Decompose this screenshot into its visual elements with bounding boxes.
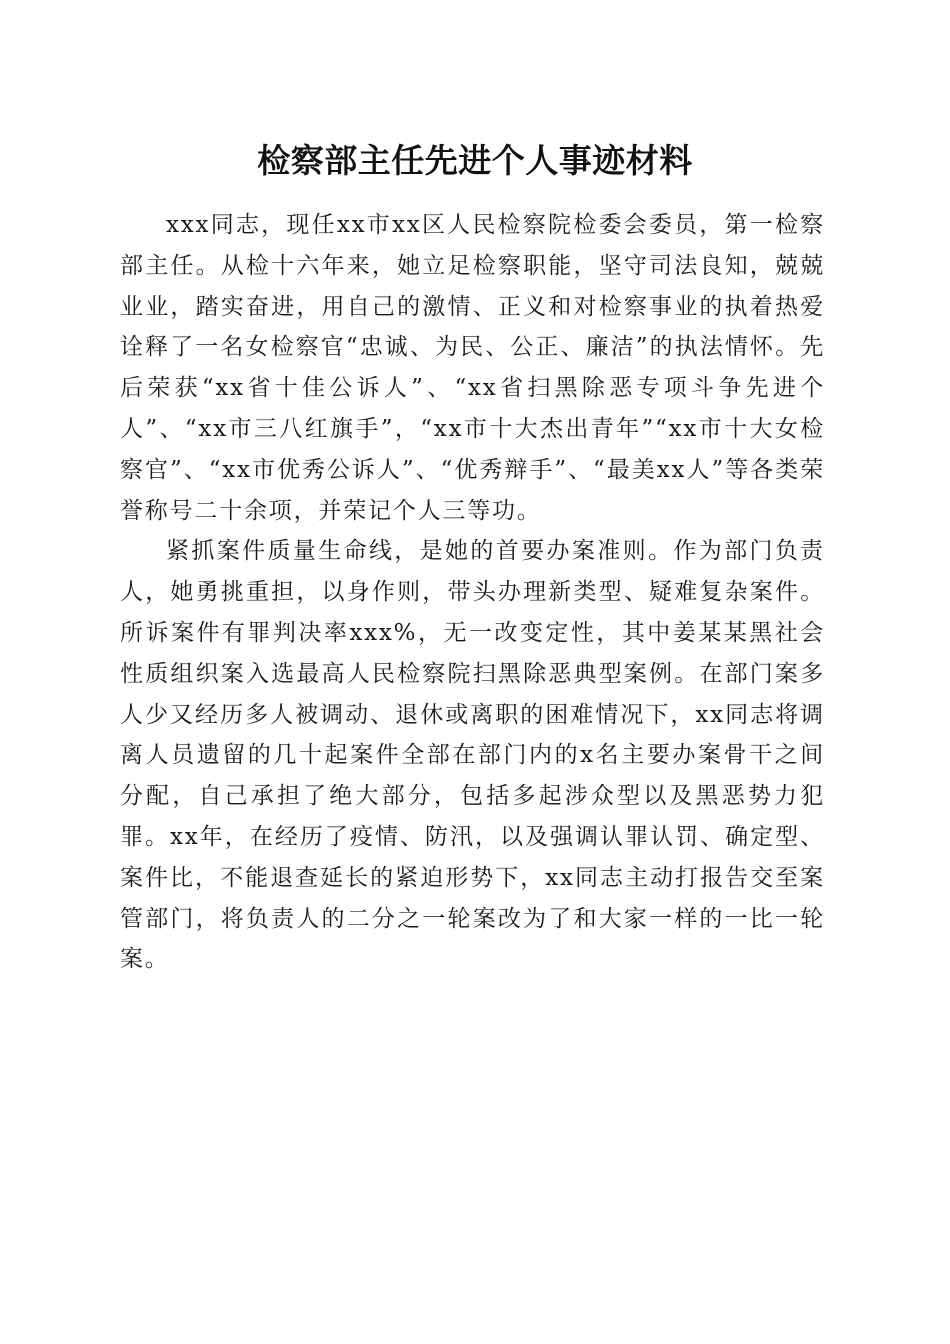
paragraph-intro: xxx同志，现任xx市xx区人民检察院检委会委员，第一检察部主任。从检十六年来，她立足检察职能，坚守司法良知，兢兢业业，踏实奋进，用自己的激情、正义和对检察事业的执着热爱诠释了一名女检察官“忠诚、为民、公正、廉洁”的执法情怀。先后荣获“xx省十佳公诉人”、“xx省扫黑除恶专项斗争先进个人”、“xx市三八红旗手”，“xx市十大杰出青年”“xx市十大女检察官”、“xx市优秀公诉人”、“优秀辩手”、“最美xx人”等各类荣誉称号二十余项，并荣记个人三等功。 xyxy=(120,212,825,524)
document-title: 检察部主任先进个人事迹材料 xyxy=(257,141,693,180)
paragraph-case-quality: 紧抓案件质量生命线，是她的首要办案准则。作为部门负责人，她勇挑重担，以身作则，带头办理新类型、疑难复杂案件。所诉案件有罪判决率xxx%，无一改变定性，其中姜某某黑社会性质组织案入选最高人民检察院扫黑除恶典型案例。在部门案多人少又经历多人被调动、退休或离职的困难情况下，xx同志将调离人员遗留的几十起案件全部在部门内的x名主要办案骨干之间分配，自己承担了绝大部分，包括多起涉众型以及黑恶势力犯罪。xx年，在经历了疫情、防汛，以及强调认罪认罚、确定型、案件比，不能退查延长的紧迫形势下，xx同志主动打报告交至案管部门，将负责人的二分之一轮案改为了和大家一样的一比一轮案。 xyxy=(120,538,825,973)
document-body xyxy=(120,205,825,980)
